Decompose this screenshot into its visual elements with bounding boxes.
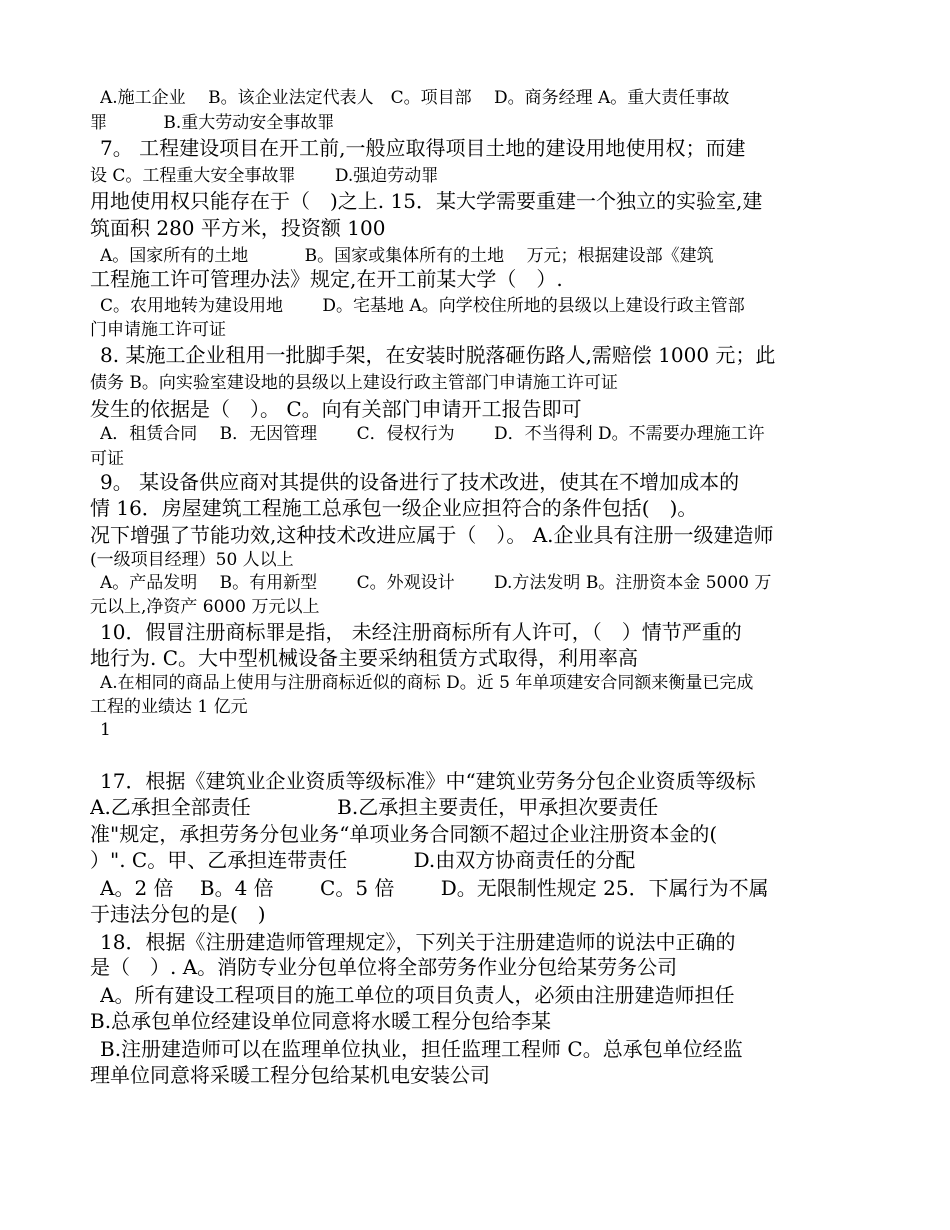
question-16-line: 情 16．房屋建筑工程施工总承包一级企业应担符合的条件包括( )。 bbox=[90, 496, 698, 520]
text-line: 元以上,净资产 6000 万元以上 bbox=[90, 597, 320, 617]
text-line: 筑面积 280 平方米，投资额 100 bbox=[90, 216, 386, 240]
text-line: A.在相同的商品上使用与注册商标近似的商标 D。近 5 年单项建安合同额来衡量已完成 bbox=[100, 673, 754, 693]
text-line: 债务 B。向实验室建设地的县级以上建设行政主管部门申请施工许可证 bbox=[90, 373, 618, 393]
text-line: 地行为. C。大中型机械设备主要采纳租赁方式取得，利用率高 bbox=[90, 646, 639, 670]
question-18-line: 18．根据《注册建造师管理规定》，下列关于注册建造师的说法中正确的 bbox=[100, 930, 736, 954]
text-line: 可证 bbox=[90, 449, 124, 469]
question-9-line: 9。 某设备供应商对其提供的设备进行了技术改进，使其在不增加成本的 bbox=[100, 470, 740, 494]
question-10-line: 10．假冒注册商标罪是指， 未经注册商标所有人许可，（ ）情节严重的 bbox=[100, 620, 742, 644]
text-line: 门申请施工许可证 bbox=[90, 320, 226, 340]
text-line: B.总承包单位经建设单位同意将水暖工程分包给李某 bbox=[90, 1009, 552, 1033]
text-line: B.注册建造师可以在监理单位执业，担任监理工程师 C。总承包单位经监 bbox=[100, 1037, 743, 1061]
text-line: 工程的业绩达 1 亿元 bbox=[90, 697, 248, 717]
question-25-line: A。2 倍 B。4 倍 C。5 倍 D。无限制性规定 25．下属行为不属 bbox=[100, 876, 769, 900]
text-line: 是（ ）. A。消防专业分包单位将全部劳务作业分包给某劳务公司 bbox=[90, 955, 678, 979]
text-line: A.施工企业 B。该企业法定代表人 C。项目部 D。商务经理 A。重大责任事故 bbox=[100, 88, 730, 108]
text-line: A.乙承担全部责任 B.乙承担主要责任，甲承担次要责任 bbox=[90, 795, 659, 819]
text-line: 理单位同意将采暖工程分包给某机电安装公司 bbox=[90, 1063, 490, 1087]
text-line: A。国家所有的土地 B。国家或集体所有的土地 万元；根据建设部《建筑 bbox=[100, 246, 714, 266]
page-number: 1 bbox=[100, 720, 111, 740]
text-line: 设 C。工程重大安全事故罪 D.强迫劳动罪 bbox=[90, 166, 439, 186]
text-line: C。农用地转为建设用地 D。宅基地 A。向学校住所地的县级以上建设行政主管部 bbox=[100, 296, 745, 316]
text-line: ）". C。甲、乙承担连带责任 D.由双方协商责任的分配 bbox=[90, 848, 636, 872]
text-line: 况下增强了节能功效,这种技术改进应属于（ ）。 A.企业具有注册一级建造师 bbox=[90, 523, 774, 547]
question-8-line: 8. 某施工企业租用一批脚手架，在安装时脱落砸伤路人,需赔偿 1000 元；此 bbox=[100, 343, 776, 367]
text-line: 罪 B.重大劳动安全事故罪 bbox=[90, 113, 335, 133]
text-line: A。所有建设工程项目的施工单位的项目负责人，必须由注册建造师担任 bbox=[100, 983, 735, 1007]
question-7-line: 7。 工程建设项目在开工前,一般应取得项目土地的建设用地使用权；而建 bbox=[100, 136, 746, 160]
text-line: A。产品发明 B。有用新型 C。外观设计 D.方法发明 B。注册资本金 5000 万 bbox=[100, 573, 772, 593]
text-line: 发生的依据是（ ）。 C。向有关部门申请开工报告即可 bbox=[90, 397, 582, 421]
text-line: (一级项目经理）50 人以上 bbox=[90, 550, 294, 570]
text-line: 于违法分包的是( ) bbox=[90, 902, 266, 926]
question-17-line: 17．根据《建筑业企业资质等级标准》中“建筑业劳务分包企业资质等级标 bbox=[100, 769, 756, 793]
text-line: A．租赁合同 B．无因管理 C．侵权行为 D．不当得利 D。不需要办理施工许 bbox=[100, 424, 765, 444]
text-line: 准"规定，承担劳务分包业务“单项业务合同额不超过企业注册资本金的( bbox=[90, 822, 718, 846]
text-line: 工程施工许可管理办法》规定,在开工前某大学（ ）. bbox=[90, 267, 563, 291]
text-line: 用地使用权只能存在于（ )之上. 15．某大学需要重建一个独立的实验室,建 bbox=[90, 189, 763, 213]
